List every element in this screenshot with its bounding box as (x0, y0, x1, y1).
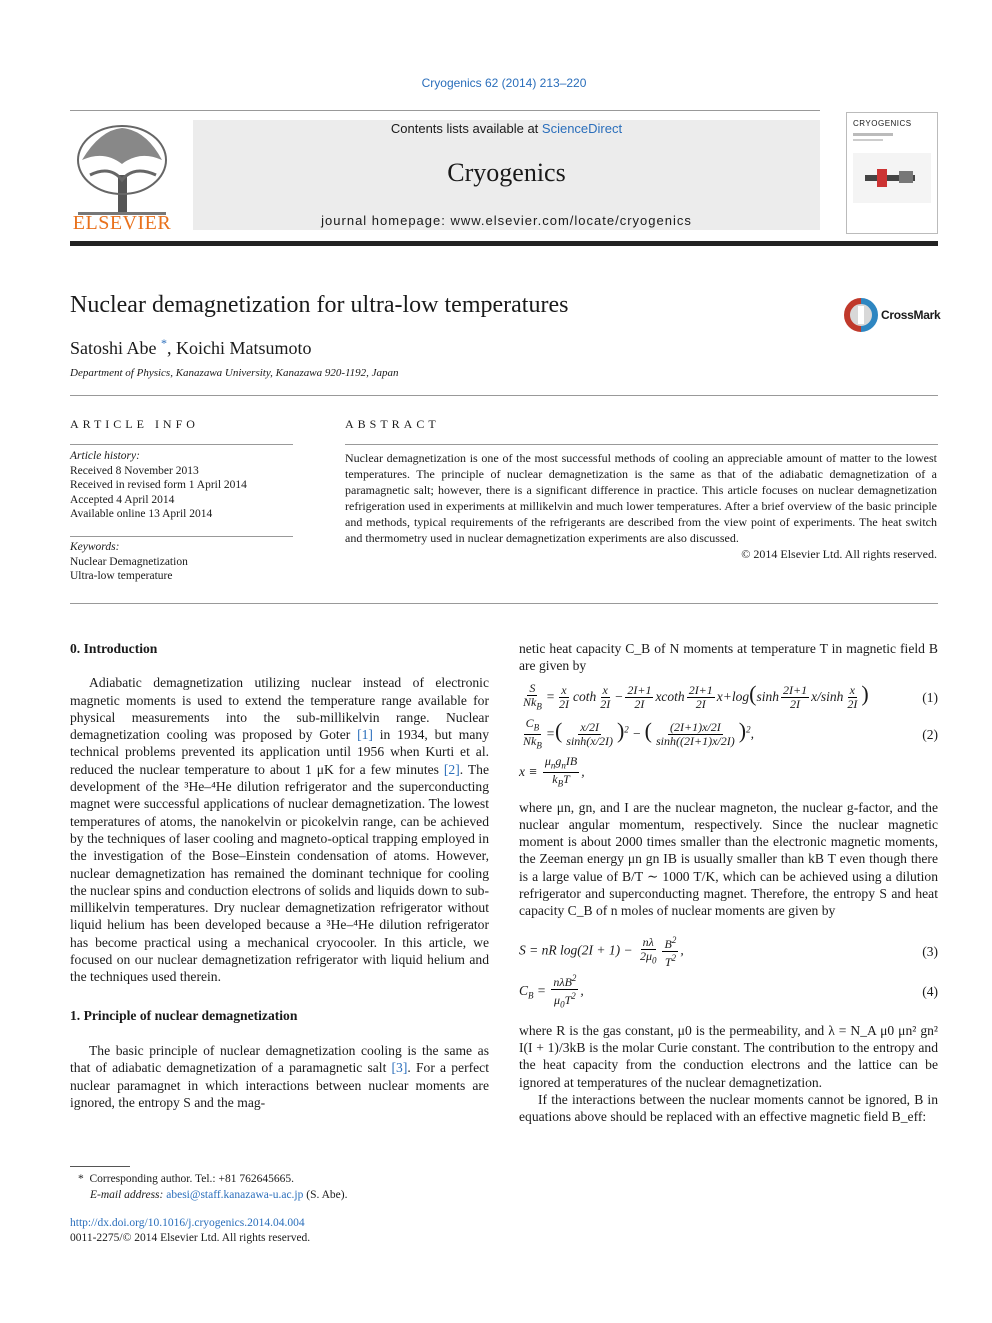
email-line (78, 1187, 347, 1203)
history-label: Article history: (70, 450, 140, 462)
divider (345, 444, 938, 445)
equation-number: (4) (922, 984, 938, 1000)
equation-number: (3) (922, 944, 938, 960)
keyword: Ultra-low temperature (70, 570, 173, 582)
elsevier-wordmark: ELSEVIER (72, 212, 172, 234)
citation-link[interactable]: [2] (443, 761, 460, 777)
corresponding-author-mark[interactable]: * (161, 336, 168, 350)
cover-image-icon (847, 113, 937, 233)
author-name: , Koichi Matsumoto (167, 338, 312, 358)
paragraph: netic heat capacity C_B of N moments at temperature T in magnetic field B are given by (519, 641, 938, 674)
equation-body: $\frac{S}{Nk_B}$ = $\frac{x}{2I}$ coth $\frac{x}{2I}$ − $\frac{2I+1}{2I}$ xcoth $\frac{2I+1}{2I}$ x+log(sinh $\frac{2I+1}{2I}$ x/sinh $\frac{x}{2I}$ ) (523, 680, 869, 712)
text-run: in 1934, but many technical problems prevented its application until 1956 when Kurti et al. reduced the nuclear temperature to about 1 μK for a few minutes (70, 727, 489, 777)
equation-2 (519, 715, 938, 755)
paragraph (70, 674, 489, 985)
abstract-heading: ABSTRACT (345, 417, 440, 431)
abstract-text: Nuclear demagnetization is one of the most successful methods of cooling an appreciable amount of matter to the lowest temperatures. The principle of nuclear demagnetization is the same as that of the adiabatic demagnetization of a paramagnetic salt; however, there is a significant difference in practice. This article focuses on nuclear demagnetization refrigeration used in experiments at millikelvin and much lower temperatures. After a brief overview of the basic principle and methods, typical requirements of the refrigerants are described from the view point of experiments. The heat switch and thermometry used in nuclear demagnetization experiments are also discussed. (345, 451, 937, 545)
equation-number: (2) (922, 726, 938, 742)
paragraph: where μn, gn, and I are the nuclear magneton, the nuclear g-factor, and the nuclear angular momentum, respectively. Since the nuclear magnetic moment is about 2000 times smaller than the electronic magnetic moments, the Zeeman energy μn gn IB is usually smaller than kB T even though there is a large value of B/T ∼ 1000 T/K, which can be achieved using a dilution refrigerator and superconducting magnet. Therefore, the entropy S and heat capacity C_B of n moles of nuclear moments are given by (519, 799, 938, 919)
journal-reference[interactable]: Cryogenics 62 (2014) 213–220 (421, 76, 587, 90)
affiliation: Department of Physics, Kanazawa University, Kanazawa 920-1192, Japan (70, 367, 399, 379)
equation-4 (519, 970, 938, 1014)
contents-prefix: Contents lists available at (390, 121, 542, 136)
doi-link[interactable]: http://dx.doi.org/10.1016/j.cryogenics.2014.04.004 (70, 1217, 305, 1229)
copyright: © 2014 Elsevier Ltd. All rights reserved. (741, 547, 937, 561)
footnote (78, 1171, 347, 1203)
equation-body: x ≡ $\frac{\mu_ng_nIB}{k_BT}$ , (519, 753, 585, 789)
keywords (70, 540, 293, 584)
citation-link[interactable]: [1] (357, 727, 373, 743)
footnote-line (78, 1171, 347, 1187)
homepage-url[interactable]: www.elsevier.com/locate/cryogenics (450, 213, 692, 228)
text-run: The basic principle of nuclear demagnetization cooling is the same as that of adiabatic demagnetization of a paramagnetic salt (70, 1042, 489, 1076)
text-run: Adiabatic demagnetization utilizing nuclear instead of electronic magnetic moments is used to extend the temperature range available for physical measurements into the sub-millikelvin range. Nuclear demagnetization cooling was proposed by Goter (70, 675, 489, 743)
history-item: Available online 13 April 2014 (70, 508, 213, 520)
text-run: . The development of the ³He–⁴He dilution refrigerator and the superconducting magnet were successful applications of nuclear demagnetization. The lowest temperatures of atoms, the nanokelvin or picokelvin range, can be achieved by the techniques of laser cooling and magneto-optical trapping employed in the investigation of the Bose–Einstein condensation of atoms. However, nuclear demagnetization has remained the dominant technique for cooling the nuclear spins and conduction electrons of solids and liquids down to sub-millikelvin temperatures. Dry nuclear demagnetization refrigerator without liquid helium has been developed because a ³He–⁴He dilution refrigerator has become practical using a mechanical cryocooler. In this article, we focused on our nuclear demagnetization refrigerator with liquid helium and the techniques used therein. (70, 761, 490, 985)
history-item: Accepted 4 April 2014 (70, 493, 175, 506)
right-column (519, 640, 938, 1125)
section-heading: 1. Principle of nuclear demagnetization (70, 1007, 298, 1023)
cover-title: CRYOGENICS (853, 119, 912, 128)
equation-body: S = nR log(2I + 1) − $\frac{n\lambda}{2\mu_0}$ $\frac{B^2}{T^2}$ , (519, 934, 684, 970)
text-run: . For a perfect nuclear paramagnet in which interactions between nuclear moments are ignored, the entropy S and the mag- (70, 1060, 489, 1110)
author-list (70, 336, 312, 359)
divider (70, 110, 820, 111)
divider (70, 444, 293, 445)
divider (70, 395, 938, 396)
paragraph: If the interactions between the nuclear moments cannot be ignored, B in equations above should be replaced with an effective magnetic field B_eff: (519, 1091, 938, 1125)
author-name: Satoshi Abe (70, 338, 157, 358)
header-divider (70, 241, 938, 246)
journal-cover[interactable] (846, 112, 938, 234)
article-title: Nuclear demagnetization for ultra-low temperatures (70, 292, 569, 318)
abstract (345, 450, 937, 562)
equation-number: (1) (922, 689, 938, 705)
homepage-prefix: journal homepage: (321, 213, 451, 228)
left-column (70, 640, 489, 1111)
equation-1 (519, 681, 938, 715)
article-info-heading: ARTICLE INFO (70, 417, 199, 431)
equation-2b (519, 755, 938, 791)
contents-line (193, 121, 820, 136)
divider (70, 603, 938, 604)
paragraph: where R is the gas constant, μ0 is the permeability, and λ = N_A μ0 μn² gn² I(I + 1)/3kB is the molar Curie constant. The contribution to the entropy and the heat capacity from the conduction electrons and the lattice can be ignored at temperatures of the nuclear demagnetization. (519, 1022, 938, 1090)
article-history (70, 449, 293, 522)
journal-name: Cryogenics (447, 158, 566, 187)
equation-3 (519, 934, 938, 970)
history-item: Received in revised form 1 April 2014 (70, 479, 247, 491)
divider (70, 536, 293, 537)
issn: 0011-2275/© 2014 Elsevier Ltd. All rights reserved. (70, 1232, 311, 1244)
paragraph (70, 1042, 489, 1111)
footnote-divider (70, 1166, 130, 1167)
keyword: Nuclear Demagnetization (70, 555, 188, 568)
journal-homepage (193, 213, 820, 228)
equation-body: $\frac{C_B}{Nk_B}$ =( $\frac{x/2I}{\sinh(x/2I)}$ )$^2$ − ( $\frac{(2I+1)x/2I}{\sinh((2I+1)x/2I)}$ )$^2$, (523, 715, 754, 751)
crossmark-icon (844, 298, 878, 332)
section-heading: 0. Introduction (70, 641, 158, 656)
crossmark-label: CrossMark (881, 308, 941, 322)
email-link[interactable]: abesi@staff.kanazawa-u.ac.jp (166, 1189, 304, 1201)
keywords-label: Keywords: (70, 541, 120, 553)
elsevier-logo (70, 120, 174, 234)
doi-block (70, 1216, 310, 1246)
email-suffix: (S. Abe). (303, 1189, 348, 1201)
equation-body: $C_B$ = $\frac{n\lambda B^2}{\mu_0T^2}$ , (519, 972, 584, 1010)
footnote-mark: * (78, 1173, 84, 1185)
sciencedirect-link[interactable]: ScienceDirect (541, 121, 623, 136)
crossmark-badge[interactable] (844, 298, 944, 334)
email-label: E-mail address: (90, 1189, 167, 1201)
history-item: Received 8 November 2013 (70, 464, 199, 477)
citation-link[interactable]: [3] (391, 1060, 408, 1076)
footnote-text: Corresponding author. Tel.: +81 762645665. (89, 1173, 294, 1185)
